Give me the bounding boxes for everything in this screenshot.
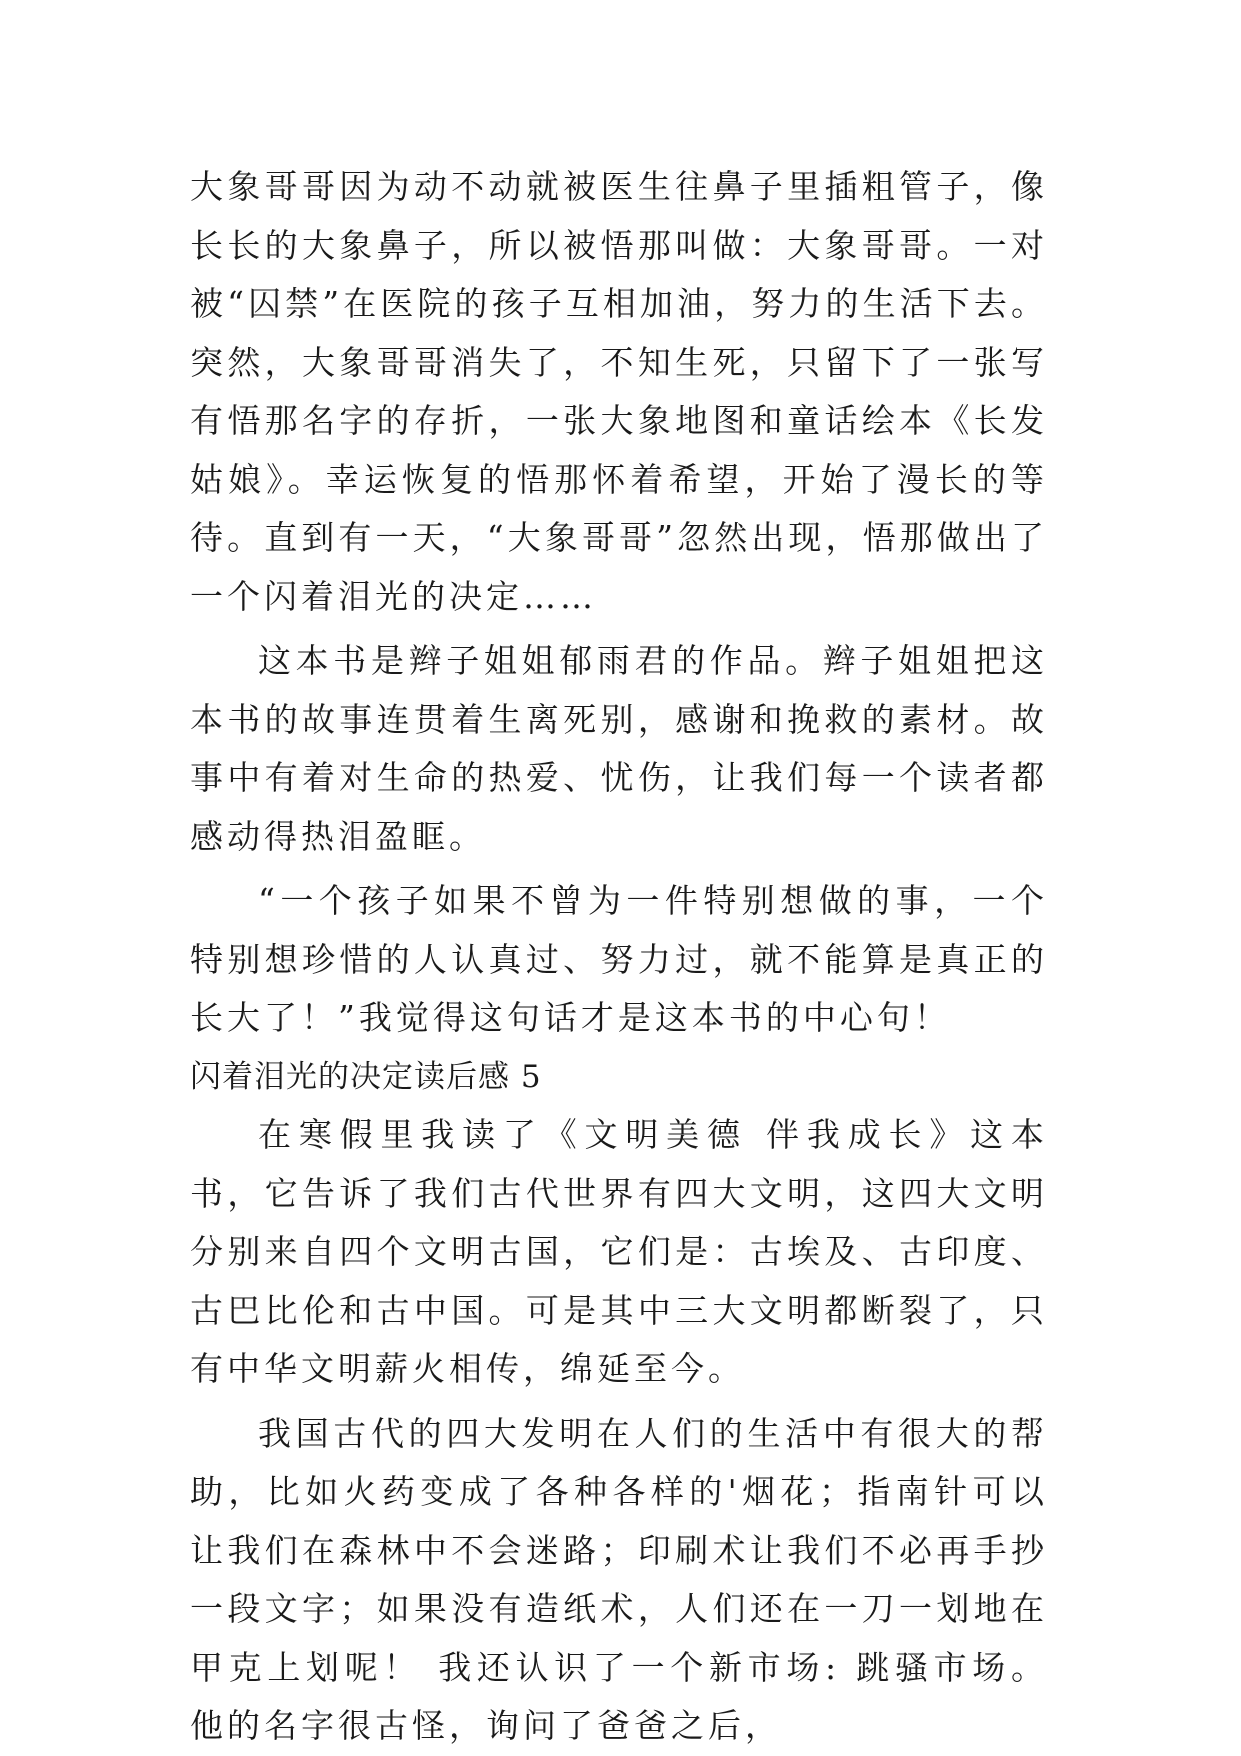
paragraph-1: 大象哥哥因为动不动就被医生往鼻子里插粗管子，像长长的大象鼻子，所以被悟那叫做：大象哥哥。一对被“囚禁”在医院的孩子互相加油，努力的生活下去。突然，大象哥哥消失了，不知生死，只留下了一张写有悟那名字的存折，一张大象地图和童话绘本《长发姑娘》。幸运恢复的悟那怀着希望，开始了漫长的等待。直到有一天，“大象哥哥”忽然出现，悟那做出了一个闪着泪光的决定…… bbox=[190, 167, 1048, 616]
section-heading: 闪着泪光的决定读后感 5 bbox=[190, 1058, 542, 1095]
paragraph-3: “一个孩子如果不曾为一件特别想做的事，一个特别想珍惜的人认真过、努力过，就不能算是真正的长大了！”我觉得这句话才是这本书的中心句！ bbox=[190, 881, 1048, 1037]
paragraph-2: 这本书是辫子姐姐郁雨君的作品。辫子姐姐把这本书的故事连贯着生离死别，感谢和挽救的素材。故事中有着对生命的热爱、忧伤，让我们每一个读者都感动得热泪盈眶。 bbox=[190, 641, 1048, 856]
paragraph-5: 我国古代的四大发明在人们的生活中有很大的帮助，比如火药变成了各种各样的'烟花；指南针可以让我们在森林中不会迷路；印刷术让我们不必再手抄一段文字；如果没有造纸术，人们还在一刀一划地在甲克上划呢！ 我还认识了一个新市场: 跳骚市场。他的名字很古怪，询问了爸爸之后， bbox=[190, 1413, 1048, 1745]
paragraph-4: 在寒假里我读了《文明美德 伴我成长》这本书，它告诉了我们古代世界有四大文明，这四大文明分别来自四个文明古国，它们是：古埃及、古印度、古巴比伦和古中国。可是其中三大文明都断裂了，只有中华文明薪火相传，绵延至今。 bbox=[190, 1115, 1048, 1388]
document-body bbox=[190, 158, 1048, 1756]
